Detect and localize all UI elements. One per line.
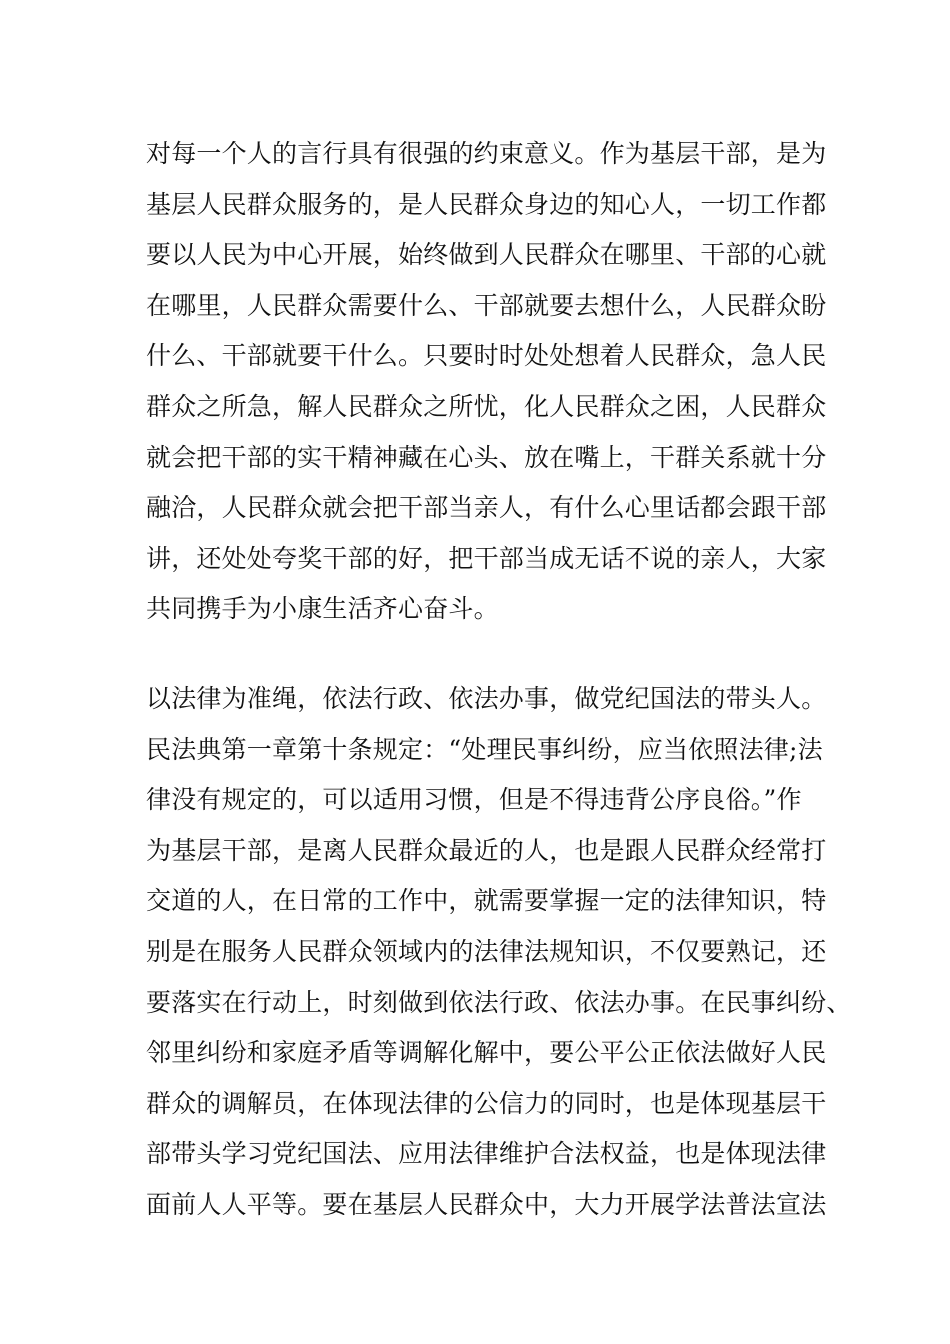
text-line: 律没有规定的，可以适用习惯，但是不得违背公序良俗。”作	[146, 785, 802, 815]
text-line: 别是在服务人民群众领域内的法律法规知识，不仅要熟记，还	[146, 936, 827, 966]
text-line: 什么、干部就要干什么。只要时时处处想着人民群众，急人民	[146, 341, 827, 371]
text-line: 在哪里，人民群众需要什么、干部就要去想什么，人民群众盼	[146, 290, 827, 320]
text-line: 民法典第一章第十条规定：“处理民事纠纷，应当依照法律;法	[146, 734, 823, 764]
text-line: 群众之所急，解人民群众之所忧，化人民群众之困，人民群众	[146, 391, 827, 421]
text-line: 面前人人平等。要在基层人民群众中，大力开展学法普法宣法	[146, 1189, 827, 1219]
text-line: 对每一个人的言行具有很强的约束意义。作为基层干部，是为	[146, 139, 827, 168]
text-line: 就会把干部的实干精神藏在心头、放在嘴上，干群关系就十分	[146, 442, 827, 472]
paragraph-1	[146, 129, 827, 635]
paragraph-2	[146, 674, 852, 1231]
text-line: 群众的调解员，在体现法律的公信力的同时，也是体现基层干	[146, 1088, 827, 1118]
text-line: 以法律为准绳，依法行政、依法办事，做党纪国法的带头人。	[146, 684, 827, 713]
text-line: 为基层干部，是离人民群众最近的人，也是跟人民群众经常打	[146, 835, 827, 865]
text-line: 邻里纠纷和家庭矛盾等调解化解中，要公平公正依法做好人民	[146, 1038, 827, 1068]
text-line: 要落实在行动上，时刻做到依法行政、依法办事。在民事纠纷、	[146, 987, 852, 1017]
text-line: 部带头学习党纪国法、应用法律维护合法权益，也是体现法律	[146, 1139, 827, 1169]
text-line: 要以人民为中心开展，始终做到人民群众在哪里、干部的心就	[146, 240, 827, 270]
text-line: 融洽，人民群众就会把干部当亲人，有什么心里话都会跟干部	[146, 493, 827, 523]
text-line: 基层人民群众服务的，是人民群众身边的知心人，一切工作都	[146, 189, 827, 219]
text-line: 共同携手为小康生活齐心奋斗。	[146, 594, 499, 624]
text-line: 交道的人，在日常的工作中，就需要掌握一定的法律知识，特	[146, 886, 827, 916]
text-line: 讲，还处处夸奖干部的好，把干部当成无话不说的亲人，大家	[146, 543, 827, 573]
